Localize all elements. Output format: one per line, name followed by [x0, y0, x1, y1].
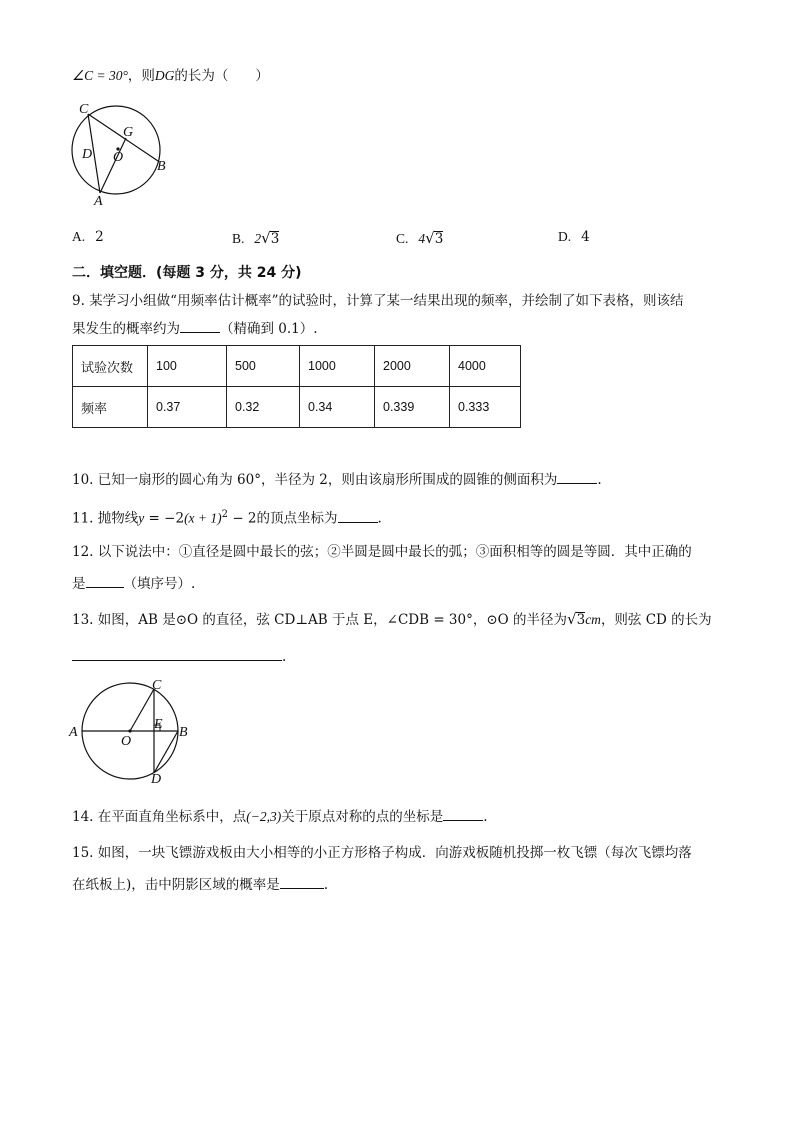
table-cell: 1000: [300, 346, 375, 387]
q13-label-d: D: [151, 772, 162, 787]
table-row: [73, 346, 521, 387]
q8-label-b: B: [157, 159, 166, 174]
q13-circle-figure: [66, 676, 196, 788]
table-cell: 0.333: [450, 387, 521, 428]
q13-line2: .: [72, 646, 286, 667]
q8-stem: ∠C = 30°，则DG的长为（ ）: [72, 68, 269, 84]
table-cell: 4000: [450, 346, 521, 387]
q13-label-a: A: [69, 725, 78, 740]
table-cell: 0.37: [148, 387, 227, 428]
q8-option-a: A. 2: [72, 229, 104, 245]
q13-label-e: E: [154, 717, 163, 732]
q15-answer-blank: [280, 874, 324, 889]
q12-answer-blank: [86, 573, 124, 588]
q13-label-b: B: [179, 725, 188, 740]
q8-angle: ∠C = 30°: [72, 68, 128, 83]
q8-label-a: A: [94, 194, 103, 208]
table-cell: 频率: [73, 387, 148, 428]
q13-label-o: O: [121, 734, 132, 749]
q13-answer-blank: [72, 646, 282, 661]
q12-line2: 是 （填序号）.: [72, 573, 195, 594]
q14: 14. 在平面直角坐标系中，点(−2,3)关于原点对称的点的坐标是 .: [72, 806, 488, 827]
table-cell: 0.34: [300, 387, 375, 428]
q8-label-d: D: [82, 147, 93, 162]
q9-answer-blank: [180, 318, 220, 333]
q8-option-b: B. 2√3: [232, 229, 280, 247]
q8-label-g: G: [123, 125, 134, 140]
table-cell: 2000: [375, 346, 450, 387]
q13-label-c: C: [152, 678, 162, 693]
q8-option-d: D. 4: [558, 229, 590, 245]
q8-option-c: C. 4√3: [396, 229, 444, 247]
table-row: [73, 387, 521, 428]
q11-answer-blank: [338, 508, 378, 523]
q9-frequency-table: [72, 345, 521, 428]
table-cell: 0.32: [227, 387, 300, 428]
q11: 11. 抛物线$y = -2(x + 1)^2 - 2$的顶点坐标为 .: [72, 509, 382, 527]
q8-label-o: O: [113, 150, 124, 165]
q9-line2: 果发生的概率约为 （精确到 0.1）.: [72, 318, 318, 339]
q13-line1: 13. 如图，AB 是⊙O 的直径，弦 CD⊥AB 于点 E，∠CDB = 30°，⊙O 的半径为√3cm，则弦 CD 的长为: [72, 610, 712, 628]
q15-line2: 在纸板上)，击中阴影区域的概率是 .: [72, 874, 328, 895]
table-cell: 500: [227, 346, 300, 387]
q8-label-c: C: [79, 102, 89, 117]
table-cell: 100: [148, 346, 227, 387]
q10-answer-blank: [557, 469, 597, 484]
q8-circle-figure: [66, 96, 178, 208]
q9-line1: 9. 某学习小组做“用频率估计概率”的试验时，计算了某一结果出现的频率，并绘制了如下表格，则该结: [72, 293, 684, 309]
q10: 10. 已知一扇形的圆心角为 60°，半径为 2，则由该扇形所围成的圆锥的侧面积为 .: [72, 469, 602, 490]
q15-line1: 15. 如图，一块飞镖游戏板由大小相等的小正方形格子构成．向游戏板随机投掷一枚飞镖（每次飞镖均落: [72, 845, 692, 861]
table-cell: 0.339: [375, 387, 450, 428]
section-title: 二．填空题．(每题 3 分，共 24 分): [72, 265, 302, 281]
table-cell: 试验次数: [73, 346, 148, 387]
q14-answer-blank: [443, 806, 483, 821]
q12-line1: 12. 以下说法中：①直径是圆中最长的弦；②半圆是圆中最长的弧；③面积相等的圆是等圆．其中正确的: [72, 544, 692, 560]
